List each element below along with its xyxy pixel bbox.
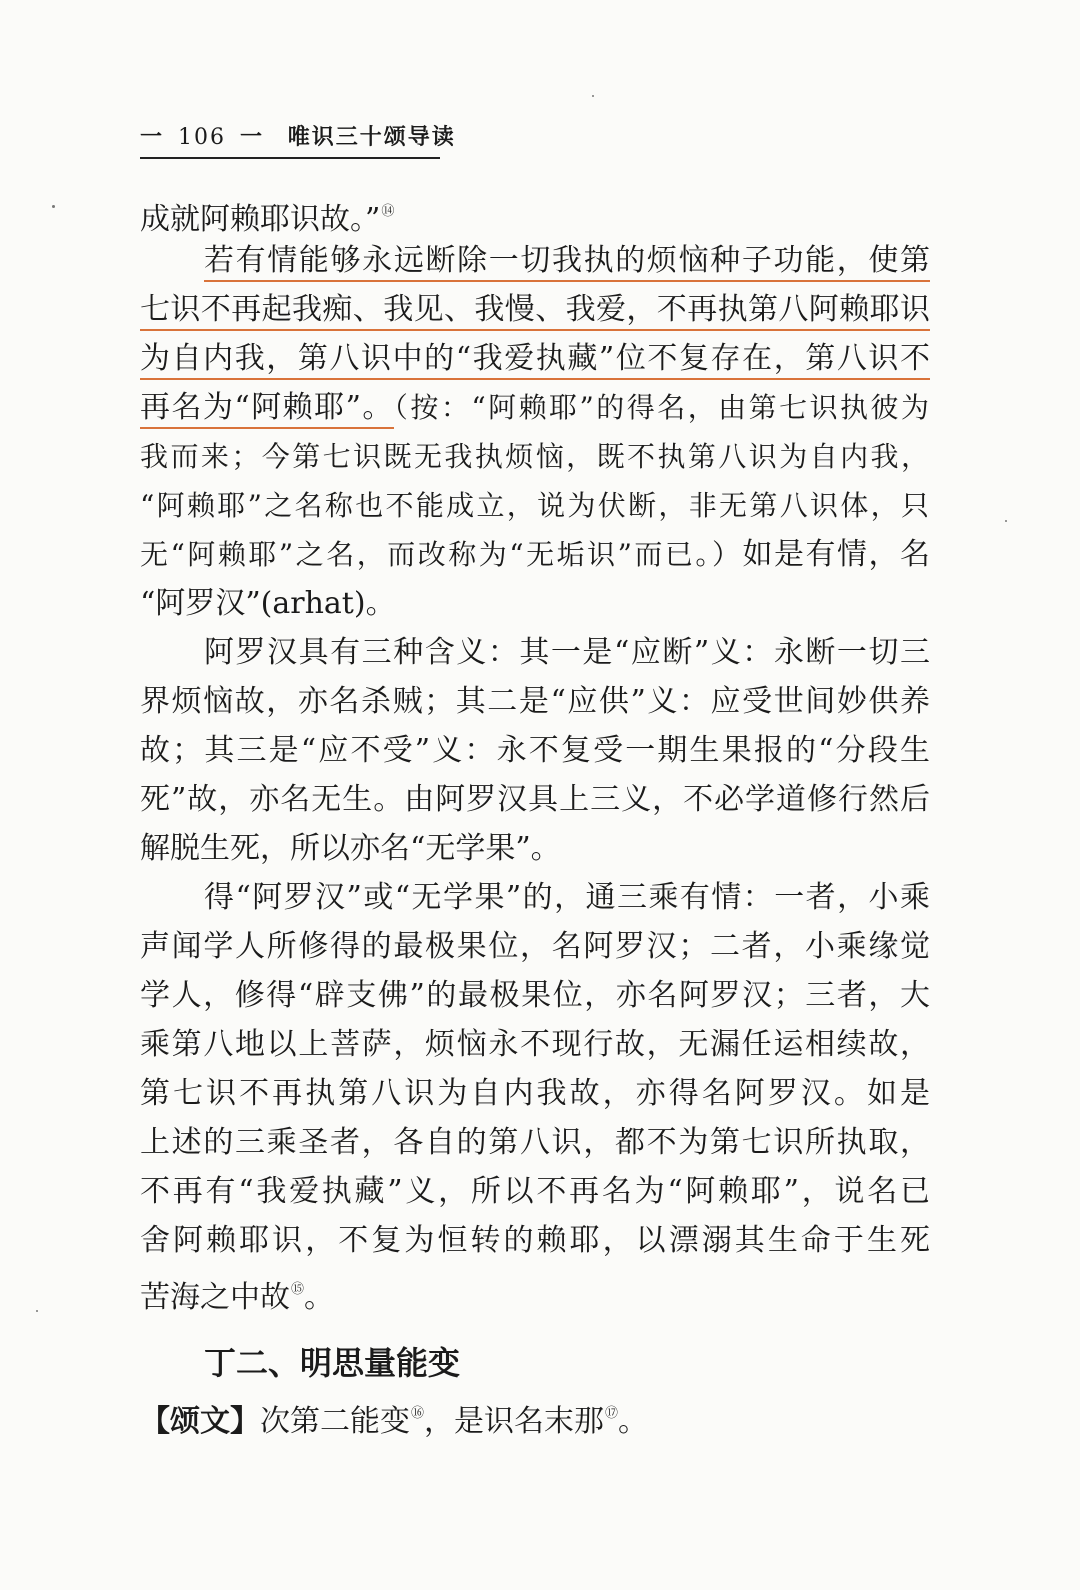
scan-speck — [592, 95, 594, 97]
text-line: 解脱生死，所以亦名“无学果”。 — [140, 831, 561, 866]
text-line: 死”故，亦名无生。由阿罗汉具上三义，不必学道修行然后 — [140, 782, 930, 817]
text-line: 声闻学人所修得的最极果位，名阿罗汉；二者，小乘缘觉 — [140, 929, 930, 964]
verse-text: ，是识名末那 — [424, 1404, 605, 1439]
scan-speck — [52, 205, 55, 208]
text-line — [140, 337, 930, 381]
annotation-text: 无“阿赖耶”之名，而改称为“无垢识”而已。） — [140, 538, 743, 571]
text-line: 界烦恼故，亦名杀贼；其二是“应供”义：应受世间妙供养 — [140, 684, 930, 719]
annotation-line: “阿赖耶”之名称也不能成立，说为伏断，非无第八识体，只 — [140, 489, 930, 522]
text-line — [140, 288, 930, 332]
highlighted-text: 再名为“阿赖耶”。 — [140, 390, 394, 429]
scan-speck — [1005, 520, 1007, 522]
text-line: 舍阿赖耶识，不复为恒转的赖耶，以漂溺其生命于生死 — [140, 1223, 930, 1258]
footnote-marker: ⑯ — [411, 1406, 425, 1421]
header-dash-left: 一 — [140, 124, 165, 150]
text-line: 不再有“我爱执藏”义，所以不再名为“阿赖耶”，说名已 — [140, 1174, 930, 1209]
highlighted-text: 成就阿赖耶识故。”⑭ — [140, 202, 394, 234]
page-number: 106 — [178, 125, 227, 150]
text-line — [140, 190, 930, 234]
text-line — [140, 533, 930, 577]
highlighted-text: 为自内我，第八识中的“我爱执藏”位不复存在，第八识不 — [140, 341, 930, 380]
text-line: 故；其三是“应不受”义：永不复受一期生果报的“分段生 — [140, 733, 930, 768]
text-line: 阿罗汉具有三种含义：其一是“应断”义：永断一切三 — [204, 635, 930, 670]
text-line: 学人，修得“辟支佛”的最极果位，亦名阿罗汉；三者，大 — [140, 978, 930, 1013]
text-line: 第七识不再执第八识为自内我故，亦得名阿罗汉。如是 — [140, 1076, 930, 1111]
annotation-line: 我而来；今第七识既无我执烦恼，既不执第八识为自内我， — [140, 440, 930, 473]
highlighted-text: 若有情能够永远断除一切我执的烦恼种子功能，使第 — [204, 243, 930, 282]
text-line — [140, 386, 930, 430]
header-dash-right: 一 — [240, 124, 265, 150]
text-line: “阿罗汉”(arhat)。 — [140, 586, 396, 621]
verse-text: 次第二能变 — [260, 1404, 410, 1439]
footnote-marker: ⑮ — [291, 1282, 305, 1297]
highlighted-text: 七识不再起我痴、我见、我慢、我爱，不再执第八阿赖耶识 — [140, 292, 930, 331]
verse-line: 【颂文】次第二能变⑯，是识名末那⑰。 — [140, 1404, 649, 1439]
text-line — [204, 239, 930, 283]
running-header — [140, 120, 456, 159]
text-line: 乘第八地以上菩萨，烦恼永不现行故，无漏任运相续故， — [140, 1027, 930, 1062]
section-heading: 丁二、明思量能变 — [204, 1344, 461, 1382]
annotation-text: （按：“阿赖耶”的得名，由第七识执彼为 — [393, 391, 930, 424]
footnote-marker: ⑰ — [605, 1406, 619, 1421]
line-text: 如是有情，名 — [742, 537, 930, 572]
text-line: 得“阿罗汉”或“无学果”的，通三乘有情：一者，小乘 — [204, 880, 930, 915]
scan-speck — [36, 1310, 38, 1312]
text-line: 苦海之中故⑮。 — [140, 1280, 335, 1312]
footnote-marker: ⑭ — [381, 204, 395, 219]
book-title: 唯识三十颂导读 — [287, 124, 456, 150]
text-line: 上述的三乘圣者，各自的第八识，都不为第七识所执取， — [140, 1125, 930, 1160]
verse-label: 【颂文】 — [140, 1404, 260, 1439]
